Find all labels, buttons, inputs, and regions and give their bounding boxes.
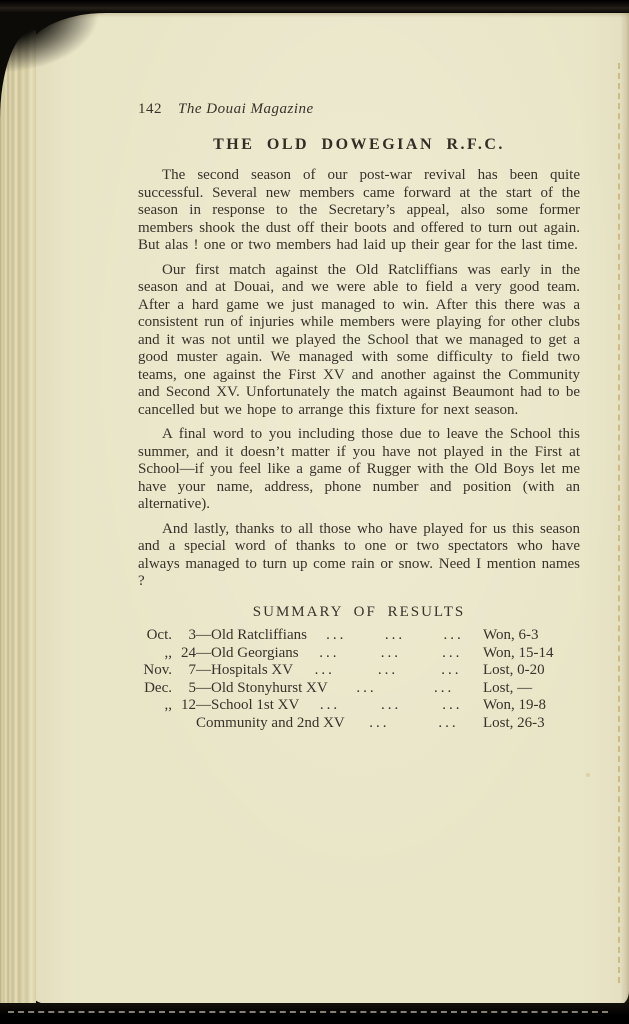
paragraph: The second season of our post-war revival has been quite successful. Several new members came forward at the start of the season in response to the Secretary’s appeal, also some former members shook the dust off their boots and offered to turn out again. But alas ! one or two members had laid up their gear for the last time. xyxy=(138,167,580,253)
page-corner-shadow xyxy=(0,13,100,73)
result-day: 24 xyxy=(181,644,196,661)
dot-group: ... xyxy=(377,662,399,678)
result-score: Won, 19-8 xyxy=(483,697,546,713)
dot-leader xyxy=(293,662,483,680)
result-score: Lost, — xyxy=(483,679,533,696)
dot-group: ... xyxy=(380,644,401,661)
dot-leader xyxy=(307,627,483,645)
dot-group: ... xyxy=(384,627,406,643)
page-number: 142 xyxy=(138,101,162,117)
article-body xyxy=(138,167,580,591)
result-score: Lost, 26-3 xyxy=(483,714,545,731)
result-row xyxy=(138,697,580,715)
paragraph: Our first match against the Old Ratcliffians was early in the season and at Douai, and we were able to field a very good team. After a hard game we just managed to win. After this there was a consistent run of injuries while members were playing for other clubs and it was not until we played the School that we managed to get a good muster again. We managed with some difficulty to field two teams, one against the First XV and another against the Community and Second XV. Unfortunately the match against Beaumont had to be cancelled but we hope to arrange this fixture for next season. xyxy=(138,261,580,418)
journal-title: The Douai Magazine xyxy=(178,101,314,117)
result-row xyxy=(138,627,580,645)
dot-leader xyxy=(299,645,483,663)
page-right-shading xyxy=(620,13,629,1005)
result-opponent: —School 1st XV xyxy=(196,697,300,713)
result-row xyxy=(138,645,580,663)
stacked-page-edges xyxy=(0,30,36,1005)
dot-leader xyxy=(328,680,483,698)
results-table xyxy=(138,627,580,732)
dot-group: ... xyxy=(369,714,390,731)
result-day: 7 xyxy=(188,662,196,678)
result-month: ,, xyxy=(164,644,172,661)
dot-leader xyxy=(299,697,483,715)
paragraph: A final word to you including those due to leave the School this summer, and it doesn’t matter if you have not played in the First at School—if you feel like a game of Rugger with the Old Boys let me have your name, address, phone number and position (with an alternative). xyxy=(138,426,580,512)
dot-group: ... xyxy=(319,697,341,713)
dot-group: ... xyxy=(314,662,335,678)
running-head xyxy=(138,101,580,119)
summary-heading: SUMMARY OF RESULTS xyxy=(252,603,466,620)
result-score: Won, 15-14 xyxy=(483,644,554,661)
result-day: 12 xyxy=(181,697,196,713)
result-month: Dec. xyxy=(144,679,172,696)
result-month: ,, xyxy=(164,697,172,713)
article-title: THE OLD DOWEGIAN R.F.C. xyxy=(213,135,505,153)
page-fold-line xyxy=(618,63,620,983)
dot-group: ... xyxy=(381,697,402,713)
result-opponent: —Old Georgians xyxy=(196,644,299,661)
result-opponent: —Old Ratcliffians xyxy=(196,627,307,643)
dot-group: ... xyxy=(442,697,463,713)
dot-group: ... xyxy=(319,644,340,661)
dot-group: ... xyxy=(356,679,377,696)
dot-group: ... xyxy=(443,627,464,643)
result-month: Oct. xyxy=(146,627,172,643)
dot-group: ... xyxy=(441,662,462,678)
dot-group: ... xyxy=(326,627,347,643)
result-opponent: —Hospitals XV xyxy=(196,662,294,678)
scan-border-top xyxy=(0,0,629,13)
book-page xyxy=(26,13,629,1005)
result-opponent: —Old Stonyhurst XV xyxy=(196,679,328,696)
dot-group: ... xyxy=(434,679,455,696)
dot-leader xyxy=(345,715,483,733)
result-score: Won, 6-3 xyxy=(483,627,539,643)
result-month: Nov. xyxy=(143,662,172,678)
result-day: 3 xyxy=(188,627,196,643)
result-score: Lost, 0-20 xyxy=(483,662,545,678)
paragraph: And lastly, thanks to all those who have played for us this season and a special word of thanks to one or two spectators who have always managed to turn up come rain or snow. Need I mention names ? xyxy=(138,520,580,589)
binding-stitch-line xyxy=(8,1011,608,1013)
scan-border-bottom xyxy=(0,1003,629,1024)
result-day: 5 xyxy=(188,679,196,696)
dot-group: ... xyxy=(442,644,463,661)
result-row xyxy=(138,715,580,733)
paper-blemish xyxy=(586,773,590,777)
result-row xyxy=(138,680,580,698)
result-row xyxy=(138,662,580,680)
page-content xyxy=(138,101,580,732)
result-opponent: Community and 2nd XV xyxy=(196,714,345,731)
dot-group: ... xyxy=(438,714,459,731)
